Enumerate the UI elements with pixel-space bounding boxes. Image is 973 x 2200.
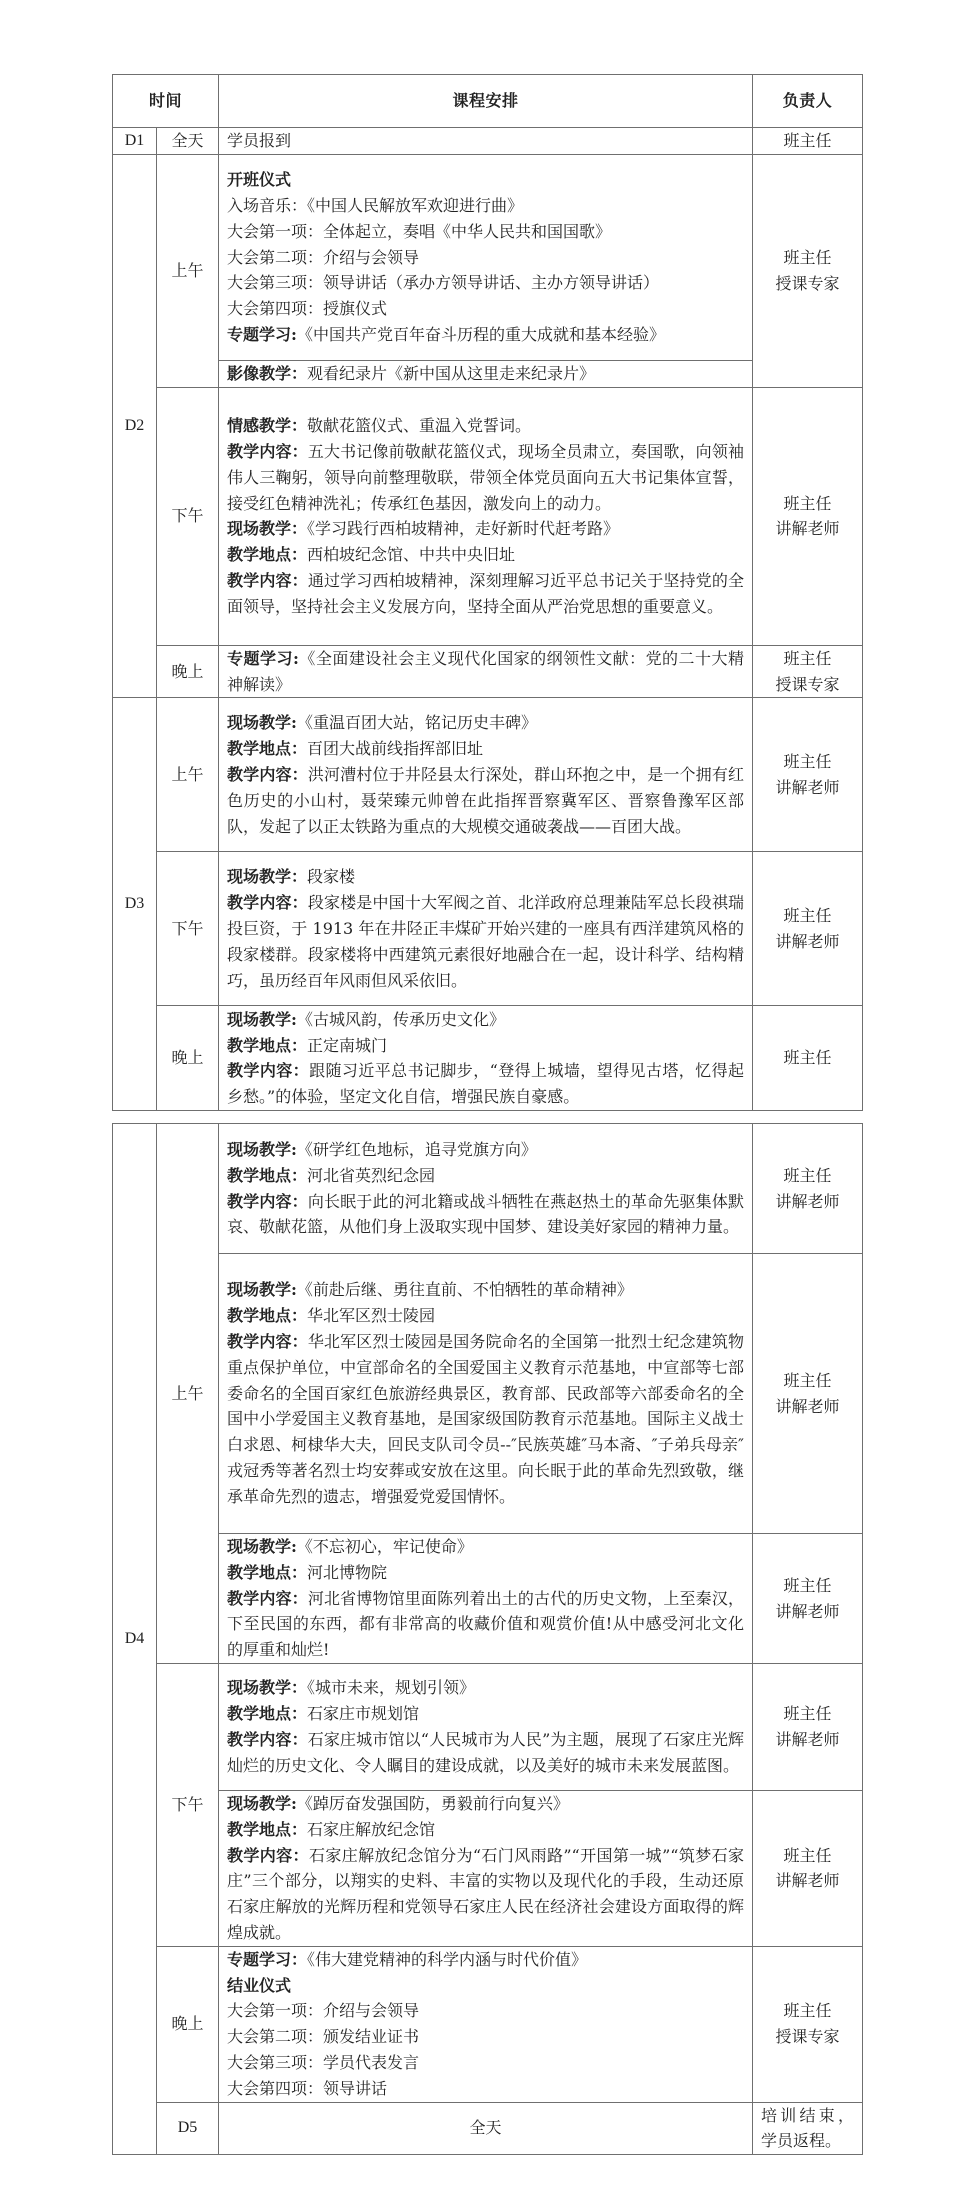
owner-name: 班主任 <box>783 1165 832 1185</box>
field-label: 教学地点： <box>227 1165 308 1185</box>
content-cell <box>219 1946 753 2102</box>
content-cell <box>219 1534 753 1664</box>
field-text: 敬献花篮仪式、重温入党誓词。 <box>307 416 532 436</box>
field-text: 西柏坡纪念馆、中共中央旧址 <box>307 545 516 565</box>
owner-cell <box>753 1664 863 1791</box>
slot-label: 全天 <box>157 128 219 155</box>
content-cell <box>219 155 753 361</box>
field-label: 教学内容： <box>227 1845 309 1865</box>
field-text: 河北博物院 <box>307 1562 388 1582</box>
ceremony-line: 大会第四项：领导讲话 <box>227 2078 388 2098</box>
content-cell <box>219 852 753 1006</box>
schedule-table-part-1 <box>112 74 863 1111</box>
field-label: 教学地点： <box>227 1035 308 1055</box>
day-label: D3 <box>113 698 157 1111</box>
owner-name: 讲解老师 <box>775 931 840 951</box>
field-label: 现场教学: <box>227 1009 297 1029</box>
owner-name: 班主任 <box>783 2001 832 2021</box>
content-cell <box>219 645 753 698</box>
content-cell: 学员报到 <box>219 128 753 155</box>
ceremony-line: 大会第一项：介绍与会领导 <box>227 2001 420 2021</box>
field-label: 专题学习： <box>227 1949 308 1969</box>
field-label: 专题学习: <box>227 324 297 344</box>
field-label: 教学内容： <box>227 893 308 913</box>
owner-name: 班主任 <box>783 1048 832 1068</box>
header-row <box>113 75 863 128</box>
field-label: 情感教学： <box>227 416 308 436</box>
owner-cell <box>753 645 863 698</box>
ceremony-title: 开班仪式 <box>227 170 292 190</box>
slot-label: 全天 <box>219 2102 753 2155</box>
table-row-d5 <box>113 2102 863 2155</box>
owner-name: 讲解老师 <box>775 519 840 539</box>
owner-cell <box>753 155 863 388</box>
field-text: 跟随习近平总书记脚步，“登得上城墙，望得见古塔，忆得起乡愁。”的体验，坚定文化自信，增强民族自豪感。 <box>227 1061 745 1107</box>
ceremony-line: 大会第二项：介绍与会领导 <box>227 247 420 267</box>
day-label: D2 <box>113 155 157 698</box>
field-text: 《伟大建党精神的科学内涵与时代价值》 <box>307 1949 588 1969</box>
field-text: 《全面建设社会主义现代化国家的纲领性文献：党的二十大精神解读》 <box>227 648 744 694</box>
table-row-d3-morning <box>113 698 863 852</box>
table-row-d2-afternoon <box>113 387 863 645</box>
owner-name: 讲解老师 <box>775 1191 840 1211</box>
table-row-d1 <box>113 128 863 155</box>
table-row-d2-morning-ceremony <box>113 155 863 361</box>
field-label: 教学地点： <box>227 545 308 565</box>
table-row-d4-evening <box>113 1946 863 2102</box>
day-label: D1 <box>113 128 157 155</box>
header-time: 时间 <box>113 75 219 128</box>
table-row-d2-evening <box>113 645 863 698</box>
field-label: 专题学习: <box>227 648 299 668</box>
ceremony-title: 结业仪式 <box>227 1975 292 1995</box>
owner-name: 班主任 <box>783 752 832 772</box>
field-label: 现场教学: <box>227 1280 297 1300</box>
table-row-d4-morning-3 <box>113 1534 863 1664</box>
field-label: 教学内容： <box>227 1332 308 1351</box>
field-text: 石家庄市规划馆 <box>307 1704 420 1724</box>
field-text: 《学习践行西柏坡精神，走好新时代赶考路》 <box>307 519 620 539</box>
table-row-d4-afternoon-2 <box>113 1791 863 1947</box>
ceremony-line: 入场音乐：《中国人民解放军欢迎进行曲》 <box>227 196 524 215</box>
field-label: 现场教学： <box>227 519 308 539</box>
header-owner: 负责人 <box>753 75 863 128</box>
field-label: 教学内容： <box>227 1730 308 1749</box>
field-text: 《踔厉奋发强国防，勇毅前行向复兴》 <box>296 1794 569 1813</box>
field-label: 教学内容： <box>227 764 308 784</box>
slot-label: 上午 <box>157 155 219 388</box>
slot-label: 晚上 <box>157 1006 219 1111</box>
field-label: 教学内容： <box>227 1588 308 1608</box>
owner-cell: 班主任 <box>753 128 863 155</box>
slot-label: 下午 <box>157 852 219 1006</box>
field-label: 现场教学: <box>227 1139 297 1159</box>
content-cell <box>219 1006 753 1111</box>
owner-name: 讲解老师 <box>775 1730 840 1749</box>
field-text: 《重温百团大站，铭记历史丰碑》 <box>296 713 537 733</box>
field-label: 教学内容： <box>227 1061 310 1081</box>
table-row-d3-evening <box>113 1006 863 1111</box>
content-cell <box>219 1664 753 1791</box>
owner-cell <box>753 1006 863 1111</box>
field-text: 华北军区烈士陵园 <box>307 1306 436 1326</box>
field-text: 《前赴后继、勇往直前、不怕牺牲的革命精神》 <box>296 1280 633 1300</box>
ceremony-line: 大会第一项：全体起立，奏唱《中华人民共和国国歌》 <box>227 221 612 241</box>
owner-name: 授课专家 <box>775 273 840 293</box>
field-text: 《城市未来，规划引领》 <box>307 1678 476 1698</box>
owner-name: 讲解老师 <box>775 777 840 797</box>
owner-name: 授课专家 <box>775 674 840 694</box>
slot-label: 下午 <box>157 1664 219 1947</box>
field-text: 河北省英烈纪念园 <box>307 1165 436 1185</box>
field-label: 教学地点： <box>227 1306 308 1326</box>
ceremony-line: 大会第三项：领导讲话（承办方领导讲话、主办方领导讲话） <box>227 273 660 293</box>
owner-cell <box>753 1124 863 1254</box>
slot-label: 下午 <box>157 387 219 645</box>
field-label: 教学内容： <box>227 1191 308 1211</box>
owner-name: 班主任 <box>783 648 832 668</box>
ceremony-line: 大会第二项：颁发结业证书 <box>227 2027 420 2047</box>
owner-name: 讲解老师 <box>775 1396 840 1416</box>
field-label: 影像教学： <box>227 364 308 383</box>
field-text: 石家庄解放纪念馆分为“石门风雨路”“开国第一城”“筑梦石家庄”三个部分，以翔实的史料、丰富的实物以及现代化的手段，生动还原石家庄解放的光辉历程和党领导石家庄人民在经济社会建设方面取得的辉煌成就。 <box>227 1845 744 1942</box>
content-cell <box>219 698 753 852</box>
owner-cell <box>753 852 863 1006</box>
field-label: 现场教学: <box>227 1537 297 1556</box>
content-cell <box>219 387 753 645</box>
field-label: 教学内容： <box>227 441 308 461</box>
field-text: 《不忘初心，牢记使命》 <box>296 1537 473 1556</box>
table-row-d2-morning-video <box>113 361 863 388</box>
table-row-d4-morning-1 <box>113 1124 863 1254</box>
field-text: 段家楼 <box>307 867 356 887</box>
ceremony-line: 大会第三项：学员代表发言 <box>227 2052 420 2072</box>
table-row-d3-afternoon <box>113 852 863 1006</box>
field-text: 河北省博物馆里面陈列着出土的古代的历史文物，上至秦汉，下至民国的东西，都有非常高的收藏价值和观赏价值!从中感受河北文化的厚重和灿烂! <box>227 1588 744 1660</box>
owner-name: 讲解老师 <box>775 1871 840 1891</box>
field-text: 向长眠于此的河北籍或战斗牺牲在燕赵热土的革命先驱集体默哀、敬献花篮，从他们身上汲取实现中国梦、建设美好家园的精神力量。 <box>227 1191 744 1237</box>
owner-name: 讲解老师 <box>775 1601 840 1621</box>
owner-cell <box>753 387 863 645</box>
table-row-d4-morning-2 <box>113 1254 863 1534</box>
content-cell: 培训结束，学员返程。 <box>753 2102 863 2155</box>
day-label: D5 <box>157 2102 219 2155</box>
field-label: 现场教学: <box>227 1794 297 1813</box>
field-text: 正定南城门 <box>307 1035 388 1055</box>
content-cell <box>219 1124 753 1254</box>
header-schedule: 课程安排 <box>219 75 753 128</box>
slot-label: 晚上 <box>157 645 219 698</box>
owner-name: 班主任 <box>783 1370 832 1390</box>
content-cell <box>219 1254 753 1534</box>
field-label: 教学内容： <box>227 570 308 590</box>
slot-label: 晚上 <box>157 1946 219 2102</box>
field-text: 《研学红色地标，追寻党旗方向》 <box>296 1139 537 1159</box>
field-text: 百团大战前线指挥部旧址 <box>307 739 484 759</box>
field-label: 教学地点： <box>227 1704 308 1724</box>
owner-name: 班主任 <box>783 1704 832 1724</box>
field-text: 通过学习西柏坡精神，深刻理解习近平总书记关于坚持党的全面领导，坚持社会主义发展方向，坚持全面从严治党思想的重要意义。 <box>227 570 744 616</box>
owner-name: 班主任 <box>783 248 832 268</box>
field-text: 洪河漕村位于井陉县太行深处，群山环抱之中，是一个拥有红色历史的小山村，聂荣臻元帅曾在此指挥晋察冀军区、晋察鲁豫军区部队，发起了以正太铁路为重点的大规模交通破袭战——百团大战。 <box>227 764 745 836</box>
field-text: 五大书记像前敬献花篮仪式，现场全员肃立，奏国歌，向领袖伟人三鞠躬，领导向前整理敬联，带领全体党员面向五大书记集体宣誓，接受红色精神洗礼；传承红色基因，激发向上的动力。 <box>227 441 745 513</box>
field-label: 现场教学： <box>227 1678 308 1698</box>
field-text: 观看纪录片《新中国从这里走来纪录片》 <box>307 364 596 383</box>
table-row-d4-afternoon-1 <box>113 1664 863 1791</box>
owner-name: 班主任 <box>783 906 832 926</box>
owner-name: 班主任 <box>783 1575 832 1595</box>
field-label: 教学地点： <box>227 1819 308 1839</box>
ceremony-line: 大会第四项：授旗仪式 <box>227 299 388 319</box>
field-label: 教学地点： <box>227 1562 308 1582</box>
owner-cell <box>753 1534 863 1664</box>
field-text: 石家庄解放纪念馆 <box>307 1819 436 1839</box>
field-label: 现场教学： <box>227 867 308 887</box>
field-text: 华北军区烈士陵园是国务院命名的全国第一批烈士纪念建筑物重点保护单位，中宣部命名的全国爱国主义教育示范基地，中宣部等七部委命名的全国百家红色旅游经典景区，教育部、民政部等六部委命名的全国中小学爱国主义教育基地，是国家级国防教育示范基地。国际主义战士白求恩、柯棣华大夫，回民支队司令员--″民族英雄″马本斋、″子弟兵母亲″戎冠秀等著名烈士均安葬或安放在这里。向长眠于此的革命先烈致敬，继承革命先烈的遗志，增强爱党爱国情怀。 <box>227 1332 744 1506</box>
field-label: 现场教学: <box>227 713 297 733</box>
owner-name: 班主任 <box>783 493 832 513</box>
owner-name: 班主任 <box>783 1845 832 1865</box>
content-cell <box>219 361 753 388</box>
slot-label: 上午 <box>157 698 219 852</box>
owner-cell <box>753 1791 863 1947</box>
field-label: 教学地点： <box>227 739 308 759</box>
field-text: 石家庄城市馆以“人民城市为人民”为主题，展现了石家庄光辉灿烂的历史文化、令人瞩目的建设成就，以及美好的城市未来发展蓝图。 <box>227 1730 744 1775</box>
day-label: D4 <box>113 1124 157 2155</box>
field-text: 段家楼是中国十大军阀之首、北洋政府总理兼陆军总长段祺瑞投巨资，于 1913 年在井陉正丰煤矿开始兴建的一座具有西洋建筑风格的段家楼群。段家楼将中西建筑元素很好地融合在一起，设计科学、结构精巧，虽历经百年风雨但风采依旧。 <box>227 893 745 990</box>
owner-name: 授课专家 <box>775 2027 840 2047</box>
field-text: 《中国共产党百年奋斗历程的重大成就和基本经验》 <box>296 324 665 344</box>
slot-label: 上午 <box>157 1124 219 1664</box>
owner-cell <box>753 698 863 852</box>
field-text: 《古城风韵，传承历史文化》 <box>296 1009 505 1029</box>
owner-cell <box>753 1946 863 2102</box>
content-cell <box>219 1791 753 1947</box>
owner-cell <box>753 1254 863 1534</box>
schedule-table-part-2 <box>112 1123 863 2155</box>
